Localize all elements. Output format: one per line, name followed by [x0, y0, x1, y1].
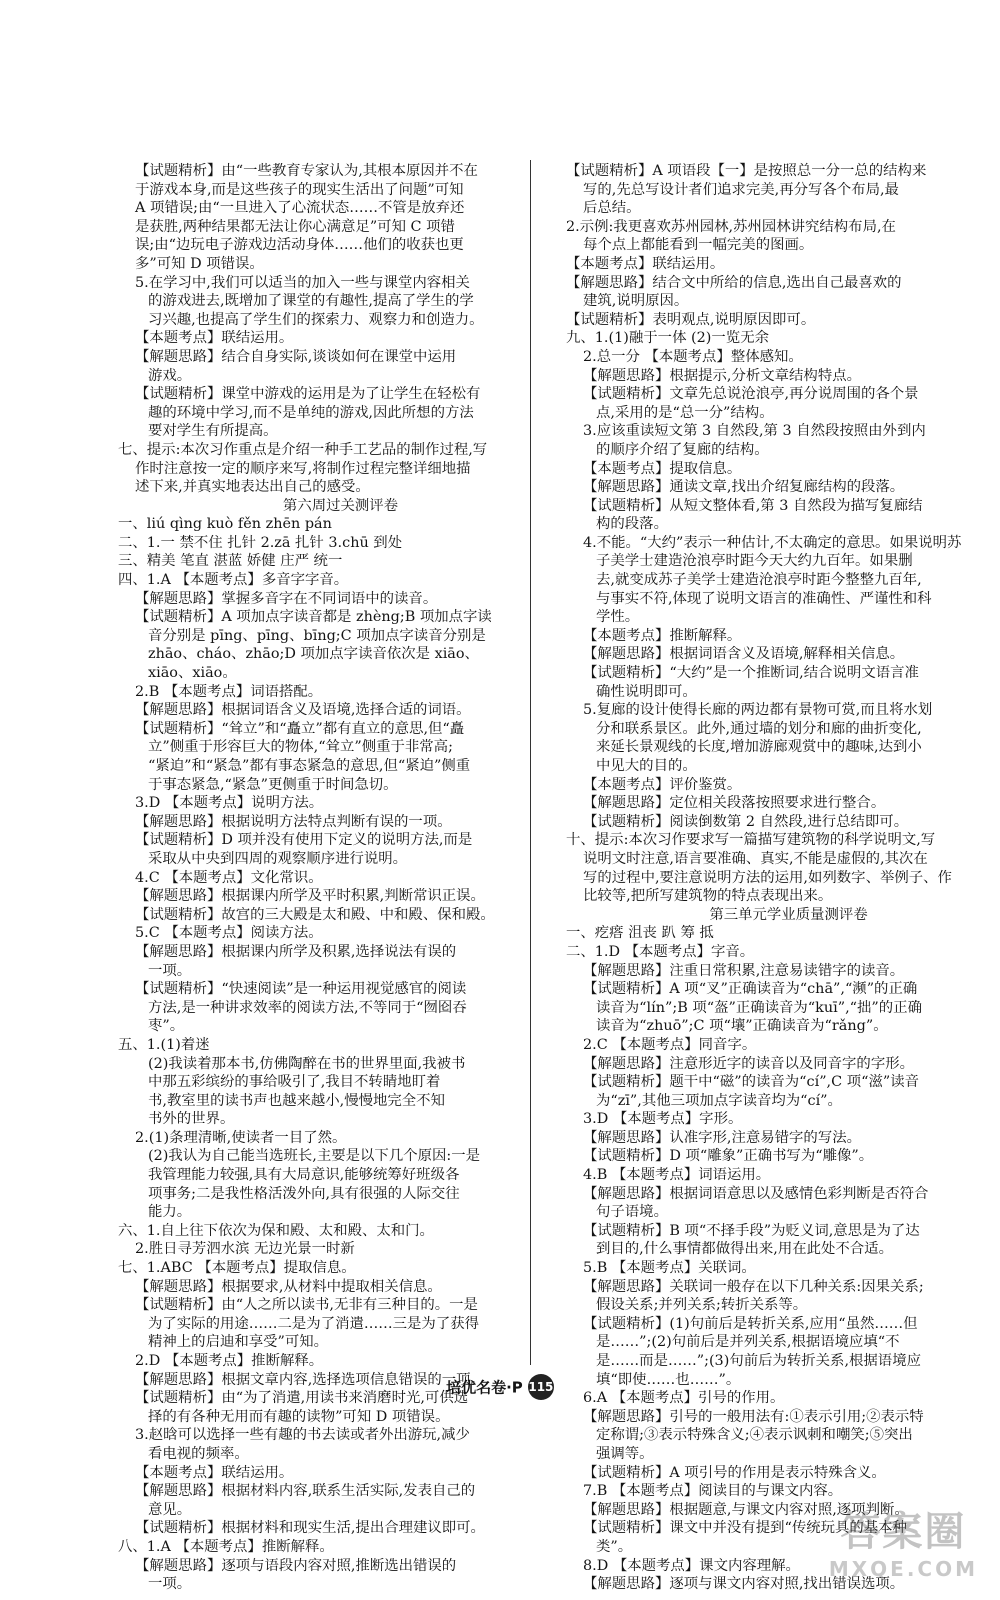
text-line: 2.示例:我更喜欢苏州园林,苏州园林讲究结构布局,在 — [566, 218, 896, 235]
text-line: 【试题精析】A 项加点字读音都是 zhèng;B 项加点字读 — [135, 609, 492, 626]
text-line: 一、疙瘩 沮丧 趴 筹 抵 — [566, 925, 714, 942]
text-line: 【试题精析】“大约”是一个推断词,结合说明文语言准 — [583, 665, 919, 682]
text-line: 【解题思路】根据词语含义及语境,解释相关信息。 — [583, 646, 905, 663]
text-line: 八、1.A 【本题考点】推断解释。 — [118, 1538, 334, 1555]
text-line: 【试题精析】由“一些教育专家认为,其根本原因并不在 — [135, 163, 478, 179]
text-line: 7.B 【本题考点】阅读目的与课文内容。 — [583, 1483, 843, 1500]
text-line: 【试题精析】“快速阅读”是一种运用视觉感官的阅读 — [135, 981, 467, 998]
text-line: 六、1.自上往下依次为保和殿、太和殿、太和门。 — [118, 1222, 434, 1239]
text-line: 与事实不符,体现了说明文语言的准确性、严谨性和科 — [596, 590, 932, 607]
text-line: 述下来,并真实地表达出自己的感受。 — [135, 479, 370, 496]
text-line: 8.D 【本题考点】课文内容理解。 — [583, 1557, 800, 1574]
text-line: 【解题思路】注重日常积累,注意易读错字的读音。 — [583, 962, 905, 979]
text-line: 【试题精析】阅读倒数第 2 自然段,进行总结即可。 — [583, 813, 909, 830]
text-line: 【试题精析】D 项并没有使用下定义的说明方法,而是 — [135, 832, 473, 849]
text-line: 读音为“lín”;B 项“盔”正确读音为“kuī”,“拙”的正确 — [596, 999, 922, 1016]
text-line: 【试题精析】题干中“磁”的读音为“cí”,C 项“滋”读音 — [583, 1074, 919, 1091]
text-line: 写的过程中,要注意说明方法的运用,如列数字、举例子、作 — [583, 869, 952, 886]
text-line: 3.D 【本题考点】字形。 — [583, 1111, 743, 1128]
text-line: 【试题精析】由“人之所以读书,无非有三种目的。一是 — [135, 1297, 478, 1314]
text-line: 【本题考点】联结运用。 — [135, 1464, 294, 1481]
text-line: 后总结。 — [583, 200, 641, 217]
text-line: 误;由“边玩电子游戏边活动身体……他们的收获也更 — [135, 237, 464, 254]
text-line: 假设关系;并列关系;转折关系等。 — [596, 1297, 808, 1314]
text-line: 【解题思路】根据课内所学及平时积累,判断常识正误。 — [135, 888, 485, 905]
text-line: 2.B 【本题考点】词语搭配。 — [135, 683, 323, 700]
text-line: 【解题思路】结合自身实际,谈谈如何在课堂中运用 — [135, 348, 457, 365]
text-line: 填“即使……也……”。 — [596, 1371, 741, 1388]
text-line: 【试题精析】D 项“雕象”正确书写为“雕像”。 — [583, 1148, 874, 1165]
text-line: 2.D 【本题考点】推断解释。 — [135, 1353, 324, 1369]
text-line: 于游戏本身,而是这些孩子的现实生活出了问题”可知 — [135, 181, 464, 198]
page-footer — [0, 1374, 1000, 1400]
text-line: 【试题精析】课文中并没有提到“传统玩具的基本种 — [583, 1520, 907, 1537]
text-line: 二、1.D 【本题考点】字音。 — [566, 943, 755, 960]
text-line: 七、1.ABC 【本题考点】提取信息。 — [118, 1260, 356, 1277]
text-line: 枣”。 — [148, 1018, 185, 1035]
text-line: 来延长景观线的长度,增加游廊观赏中的趣味,达到小 — [596, 739, 922, 756]
text-line: 强调等。 — [596, 1445, 654, 1462]
text-line: 【试题精析】A 项语段【一】是按照总一分一总的结构来 — [566, 163, 927, 179]
text-line: 2.(1)条理清晰,使读者一目了然。 — [135, 1129, 347, 1146]
text-line: A 项错误;由“一旦进入了心流状态……不管是放弃还 — [135, 200, 465, 217]
text-line: 第六周过关测评卷 — [282, 497, 399, 514]
text-line: 【试题精析】从短文整体看,第 3 自然段为描写复廊结 — [583, 497, 923, 514]
text-line: 择的有各种无用而有趣的读物”可知 D 项错误。 — [148, 1408, 450, 1425]
text-line: 一项。 — [148, 962, 192, 979]
text-line: 是获胜,两种结果都无法让你心满意足”可知 C 项错 — [135, 218, 455, 235]
text-line: 方法,是一种讲求效率的阅读方法,不等同于“囫囵吞 — [148, 999, 467, 1016]
text-line: 【解题思路】关联词一般存在以下几种关系:因果关系; — [583, 1278, 924, 1295]
text-line: 3.应该重读短文第 3 自然段,第 3 自然段按照由外到内 — [583, 423, 926, 440]
text-line: 五、1.(1)着迷 — [118, 1036, 210, 1053]
text-line: 【试题精析】故宫的三大殿是太和殿、中和殿、保和殿。 — [135, 906, 495, 923]
text-line: 【解题思路】根据材料内容,联系生活实际,发表自己的 — [135, 1483, 476, 1500]
text-line: 【解题思路】定位相关段落按照要求进行整合。 — [583, 795, 886, 812]
text-line: 建筑,说明原因。 — [583, 293, 689, 310]
text-line: 书外的世界。 — [148, 1111, 235, 1128]
text-line: 【试题精析】表明观点,说明原因即可。 — [566, 311, 816, 328]
text-line: 读音为“zhuō”;C 项“壤”正确读音为“rǎng”。 — [596, 1018, 888, 1035]
text-line: 【试题精析】B 项“不择手段”为贬义词,意思是为了达 — [583, 1222, 920, 1239]
text-line: 【解题思路】认准字形,注意易错字的写法。 — [583, 1129, 861, 1146]
text-line: 5.C 【本题考点】阅读方法。 — [135, 925, 323, 942]
text-line: 4.C 【本题考点】文化常识。 — [135, 869, 323, 886]
text-line: 是……”;(2)句前后是并列关系,根据语境应填“不 — [596, 1334, 900, 1351]
text-line: 立”侧重于形容巨大的物体,“耸立”侧重于非常高; — [148, 739, 453, 756]
text-line: 能力。 — [148, 1204, 192, 1221]
text-line: (2)我认为自己能当选班长,主要是以下几个原因:一是 — [148, 1148, 481, 1165]
text-line: 是……而是……”;(3)句前后为转折关系,根据语境应 — [596, 1353, 921, 1369]
text-line: 第三单元学业质量测评卷 — [709, 906, 868, 923]
text-line: 【试题精析】根据材料和现实生活,提出合理建议即可。 — [135, 1520, 485, 1537]
text-line: 【本题考点】联结运用。 — [566, 255, 725, 272]
text-line: 【解题思路】逐项与课文内容对照,找出错误选项。 — [583, 1576, 905, 1593]
text-line: 【解题思路】根据词语意思以及感情色彩判断是否符合 — [583, 1185, 929, 1202]
text-line: 写的,先总写设计者们追求完美,再分写各个布局,最 — [583, 181, 899, 198]
text-line: 精神上的启迪和享受”可知。 — [148, 1334, 329, 1351]
text-line: 一项。 — [148, 1576, 192, 1593]
text-line: 【解题思路】根据要求,从材料中提取相关信息。 — [135, 1278, 442, 1295]
text-line: 5.复廊的设计使得长廊的两边都有景物可赏,而且将水划 — [583, 702, 933, 719]
text-line: 【本题考点】提取信息。 — [583, 460, 742, 477]
text-line: 确性说明即可。 — [596, 683, 697, 700]
text-line: 多”可知 D 项错误。 — [135, 255, 264, 272]
text-line: 于事态紧急,“紧急”更侧重于时间急切。 — [148, 776, 398, 793]
text-line: 一、liú qìng kuò fěn zhēn pán — [118, 516, 332, 533]
text-line: 6.A 【本题考点】引号的作用。 — [583, 1390, 785, 1407]
text-line: 学性。 — [596, 609, 640, 626]
footer-brand: 培优名卷·P — [446, 1378, 523, 1397]
text-line: 为了实际的用途……二是为了消遣……三是为了获得 — [148, 1315, 479, 1332]
text-line: 到目的,什么事情都做得出来,用在此处不合适。 — [596, 1241, 893, 1258]
text-line: 习兴趣,也提高了学生们的探索力、观察力和创造力。 — [148, 311, 484, 328]
watermark-logo-text: 答案圈 — [840, 1509, 967, 1555]
text-line: 作时注意按一定的顺序来写,将制作过程完整详细地描 — [135, 460, 471, 477]
text-line: 句子语境。 — [596, 1204, 668, 1221]
text-line: 去,就变成苏子美学士建造沧浪亭时距今整整九百年, — [596, 572, 922, 589]
page-number: 115 — [528, 1374, 554, 1400]
text-line: 【试题精析】(1)句前后是转折关系,应用“虽然……但 — [583, 1315, 918, 1332]
text-line: 游戏。 — [148, 367, 192, 384]
text-line: 【解题思路】根据说明方法特点判断有误的一项。 — [135, 813, 452, 830]
text-line: 4.不能。“大约”表示一种估计,不太确定的意思。如果说明苏 — [583, 534, 962, 551]
text-line: 【解题思路】根据文章内容,选择选项信息错误的一项。 — [135, 1371, 485, 1388]
text-line: 【试题精析】A 项引号的作用是表示特殊含义。 — [583, 1464, 886, 1481]
text-line: 【本题考点】联结运用。 — [135, 330, 294, 347]
text-line: 【本题考点】评价鉴赏。 — [583, 776, 742, 793]
text-line: 【解题思路】结合文中所给的信息,选出自己最喜欢的 — [566, 274, 902, 291]
text-line: 二、1.一 禁不住 扎针 2.zā 扎针 3.chū 到处 — [118, 534, 403, 551]
text-line: 项事务;二是我性格活泼外向,具有很强的人际交往 — [148, 1185, 460, 1202]
text-line: 七、提示:本次习作重点是介绍一种手工艺品的制作过程,写 — [118, 441, 488, 458]
text-line: 子美学士建造沧浪亭时距今天大约九百年。如果删 — [596, 553, 913, 570]
text-line: 点,采用的是“总一分”结构。 — [596, 404, 774, 421]
text-line: 4.B 【本题考点】词语运用。 — [583, 1167, 771, 1184]
text-line: 【解题思路】根据提示,分析文章结构特点。 — [583, 367, 861, 384]
text-line: 中见大的目的。 — [596, 758, 697, 774]
text-line: 【解题思路】根据题意,与课文内容对照,逐项判断。 — [583, 1501, 909, 1518]
text-line: 分和联系景区。此外,通过墙的划分和廊的曲折变化, — [596, 720, 922, 737]
text-line: 【本题考点】推断解释。 — [583, 627, 742, 644]
text-line: 采取从中央到四周的观察顺序进行说明。 — [148, 850, 408, 867]
text-line: 看电视的频率。 — [148, 1445, 249, 1462]
text-line: 2.胜日寻芳泗水滨 无边光景一时新 — [135, 1241, 355, 1258]
watermark — [829, 1500, 978, 1581]
text-line: 2.C 【本题考点】同音字。 — [583, 1036, 757, 1053]
text-line: 的游戏进去,既增加了课堂的有趣性,提高了学生的学 — [148, 293, 474, 310]
column-divider — [530, 160, 531, 1365]
text-line: “紧迫”和“紧急”都有事态紧急的意思,但“紧迫”侧重 — [148, 758, 471, 774]
text-line: 三、精美 笔直 湛蓝 娇健 庄严 统一 — [118, 553, 343, 570]
text-line: 中那五彩缤纷的事给吸引了,我目不转睛地盯着 — [148, 1074, 441, 1091]
text-line: 说明文时注意,语言要准确、真实,不能是虚假的,其次在 — [583, 850, 928, 867]
text-line: 【解题思路】根据课内所学及积累,选择说法有误的 — [135, 943, 457, 960]
text-line: 音分别是 pīng、pīng、bīng;C 项加点字读音分别是 — [148, 627, 486, 644]
text-line: 【试题精析】“耸立”和“矗立”都有直立的意思,但“矗 — [135, 720, 465, 737]
text-line: 意见。 — [148, 1501, 192, 1518]
text-line: 【试题精析】A 项“叉”正确读音为“chā”,“濒”的正确 — [583, 981, 918, 998]
text-line: 九、1.(1)融于一体 (2)一览无余 — [566, 330, 769, 347]
text-line: zhāo、cháo、zhāo;D 项加点字读音依次是 xiāo、 — [148, 646, 479, 663]
text-line: 3.赵晗可以选择一些有趣的书去读或者外出游玩,减少 — [135, 1427, 470, 1444]
text-line: 定称谓;③表示特殊含义;④表示讽刺和嘲笑;⑤突出 — [596, 1427, 913, 1444]
text-line: xiāo、xiāo。 — [148, 665, 237, 682]
text-line: 3.D 【本题考点】说明方法。 — [135, 795, 324, 812]
text-line: 【试题精析】由“为了消遣,用读书来消磨时光,可供选 — [135, 1390, 469, 1407]
text-line: 每个点上都能看到一幅完美的图画。 — [583, 237, 814, 254]
text-line: 【解题思路】逐项与语段内容对照,推断选出错误的 — [135, 1557, 457, 1574]
text-line: 5.B 【本题考点】关联词。 — [583, 1260, 756, 1277]
text-line: 构的段落。 — [596, 516, 668, 533]
text-line: 【解题思路】掌握多音字在不同词语中的读音。 — [135, 590, 438, 607]
text-line: 比较等,把所写建筑物的特点表现出来。 — [583, 888, 833, 905]
text-line: 我管理能力较强,具有大局意识,能够统筹好班级各 — [148, 1167, 460, 1184]
text-line: 书,教室里的读书声也越来越小,慢慢地完全不知 — [148, 1092, 445, 1109]
text-line: 类”。 — [596, 1538, 633, 1555]
text-line: 2.总一分 【本题考点】整体感知。 — [583, 348, 803, 365]
text-line: 【试题精析】文章先总说沧浪亭,再分说周围的各个景 — [583, 386, 919, 403]
text-line: 5.在学习中,我们可以适当的加入一些与课堂内容相关 — [135, 274, 470, 291]
watermark-url: MXQE.COM — [828, 1557, 978, 1581]
text-line: 趣的环境中学习,而不是单纯的游戏,因此所想的方法 — [148, 404, 474, 421]
text-line: 四、1.A 【本题考点】多音字字音。 — [118, 572, 349, 589]
text-line: 【解题思路】根据词语含义及语境,选择合适的词语。 — [135, 702, 471, 719]
text-line: 【解题思路】引号的一般用法有:①表示引用;②表示特 — [583, 1408, 924, 1425]
text-line: 【解题思路】通读文章,找出介绍复廊结构的段落。 — [583, 479, 905, 496]
text-line: 为“zī”,其他三项加点字读音均为“cí”。 — [596, 1092, 842, 1109]
text-line: 【解题思路】注意形近字的读音以及同音字的字形。 — [583, 1055, 914, 1072]
text-line: 【试题精析】课堂中游戏的运用是为了让学生在轻松有 — [135, 386, 481, 403]
text-line: (2)我读着那本书,仿佛陶醉在书的世界里面,我被书 — [148, 1055, 466, 1072]
text-line: 要对学生有所提高。 — [148, 423, 278, 440]
text-line: 十、提示:本次习作要求写一篇描写建筑物的科学说明文,写 — [566, 832, 936, 849]
text-line: 的顺序介绍了复廊的结构。 — [596, 441, 769, 458]
